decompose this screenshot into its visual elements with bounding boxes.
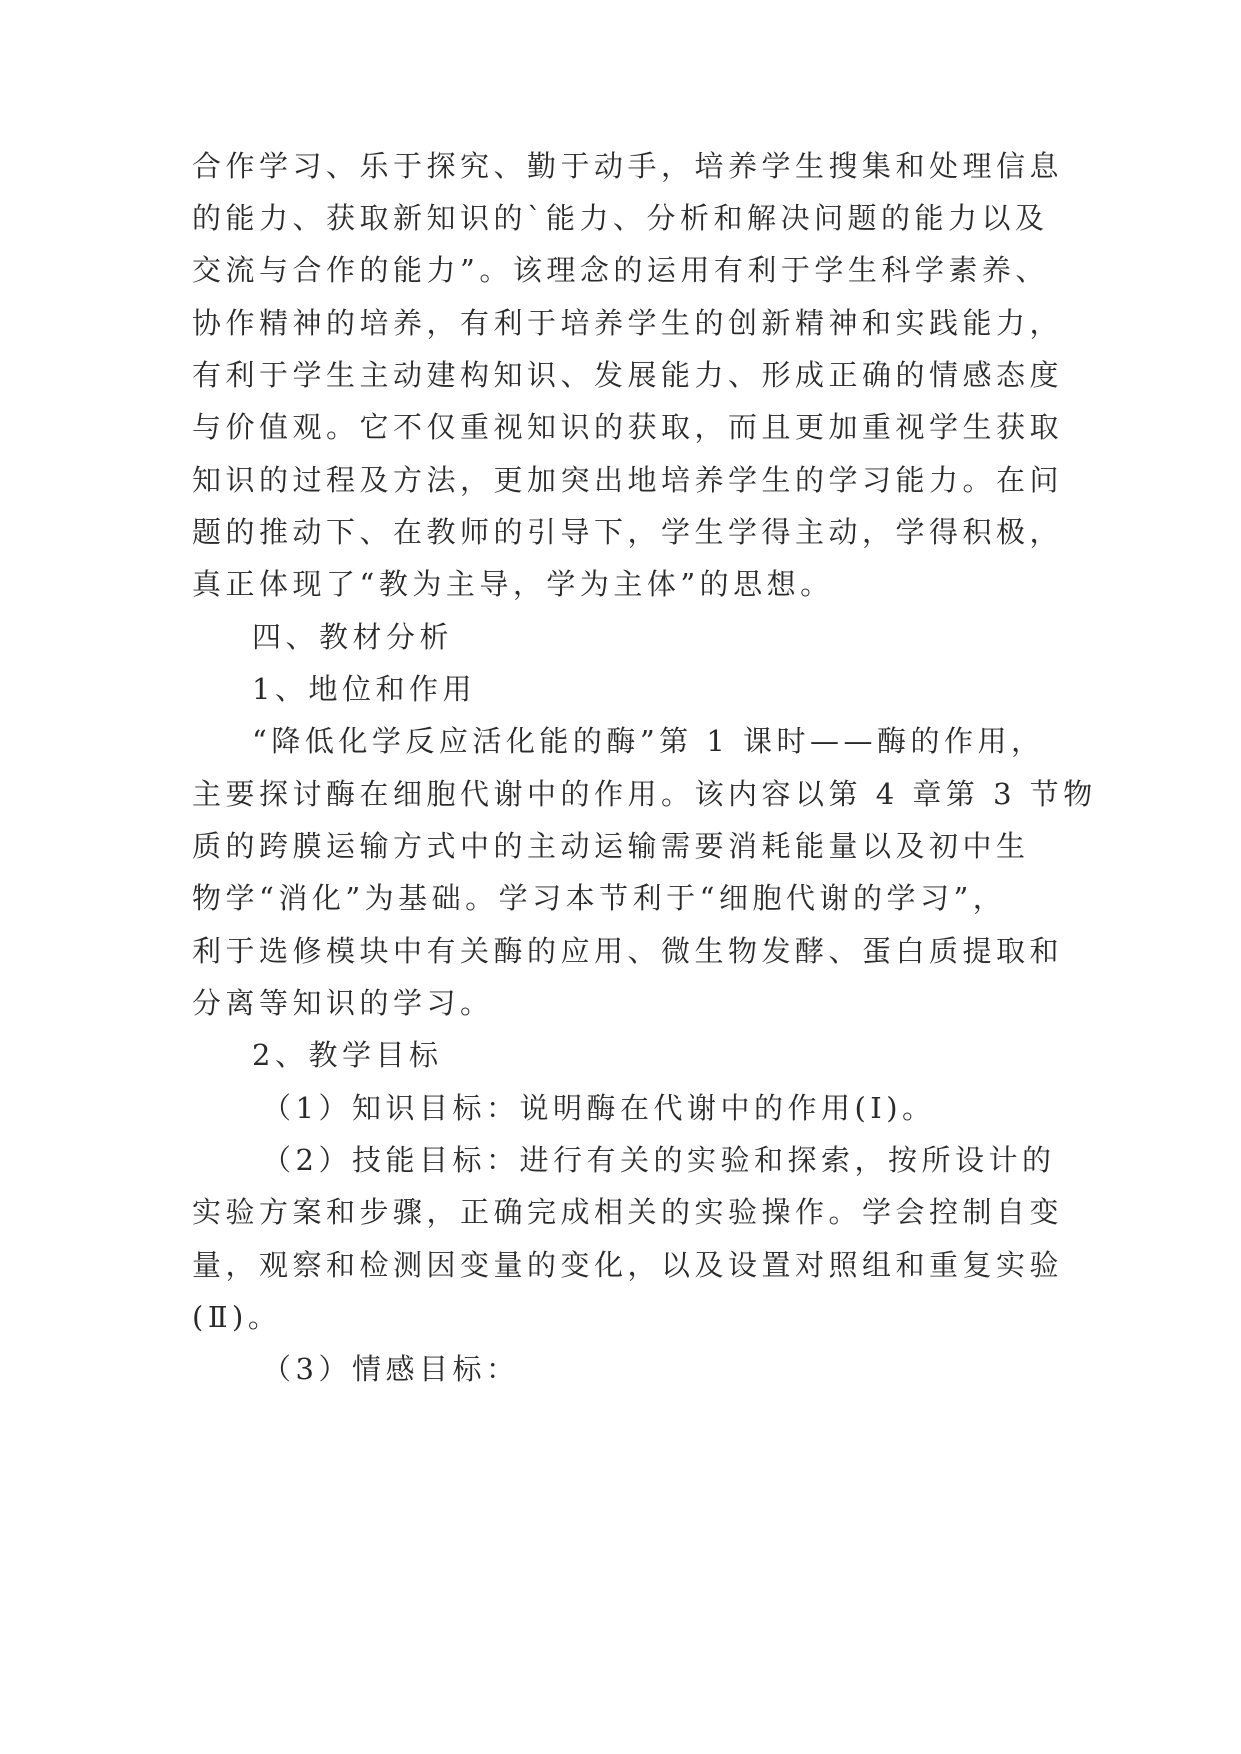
paragraph-line: 有利于学生主动建构知识、发展能力、形成正确的情感态度 [192, 358, 1064, 392]
paragraph-line: 利于选修模块中有关酶的应用、微生物发酵、蛋白质提取和 [192, 934, 1064, 968]
paragraph-line: “降低化学反应活化能的酶”第 1 课时——酶的作用， [252, 724, 1045, 758]
paragraph-line: 分离等知识的学习。 [192, 986, 494, 1020]
paragraph-line: 的能力、获取新知识的`能力、分析和解决问题的能力以及 [192, 201, 1049, 235]
paragraph-line: 实验方案和步骤，正确完成相关的实验操作。学会控制自变 [192, 1195, 1064, 1229]
paragraph-line: 协作精神的培养，有利于培养学生的创新精神和实践能力， [192, 306, 1064, 340]
paragraph-line: 真正体现了“教为主导，学为主体”的思想。 [192, 567, 834, 601]
objective-line: （1）知识目标：说明酶在代谢中的作用(Ⅰ)。 [262, 1091, 936, 1125]
objective-line: （2）技能目标：进行有关的实验和探索，按所设计的 [262, 1143, 1056, 1177]
subsection-heading: 2、教学目标 [252, 1038, 443, 1072]
paragraph-line: 物学“消化”为基础。学习本节利于“细胞代谢的学习”， [192, 881, 1007, 915]
paragraph-line: 交流与合作的能力”。该理念的运用有利于学生科学素养、 [192, 253, 1049, 287]
paragraph-line: 主要探讨酶在细胞代谢中的作用。该内容以第 4 章第 3 节物 [192, 777, 1097, 811]
subsection-heading: 1、地位和作用 [252, 672, 476, 706]
objective-line: （3）情感目标： [262, 1352, 520, 1386]
paragraph-line: (Ⅱ)。 [192, 1300, 282, 1334]
paragraph-line: 与价值观。它不仅重视知识的获取，而且更加重视学生获取 [192, 410, 1064, 444]
paragraph-line: 题的推动下、在教师的引导下，学生学得主动，学得积极， [192, 515, 1064, 549]
section-heading: 四、教材分析 [252, 620, 454, 654]
paragraph-line: 合作学习、乐于探究、勤于动手，培养学生搜集和处理信息 [192, 149, 1064, 183]
paragraph-line: 质的跨膜运输方式中的主动运输需要消耗能量以及初中生 [192, 829, 1030, 863]
paragraph-line: 知识的过程及方法，更加突出地培养学生的学习能力。在问 [192, 463, 1064, 497]
paragraph-line: 量，观察和检测因变量的变化，以及设置对照组和重复实验 [192, 1248, 1064, 1282]
